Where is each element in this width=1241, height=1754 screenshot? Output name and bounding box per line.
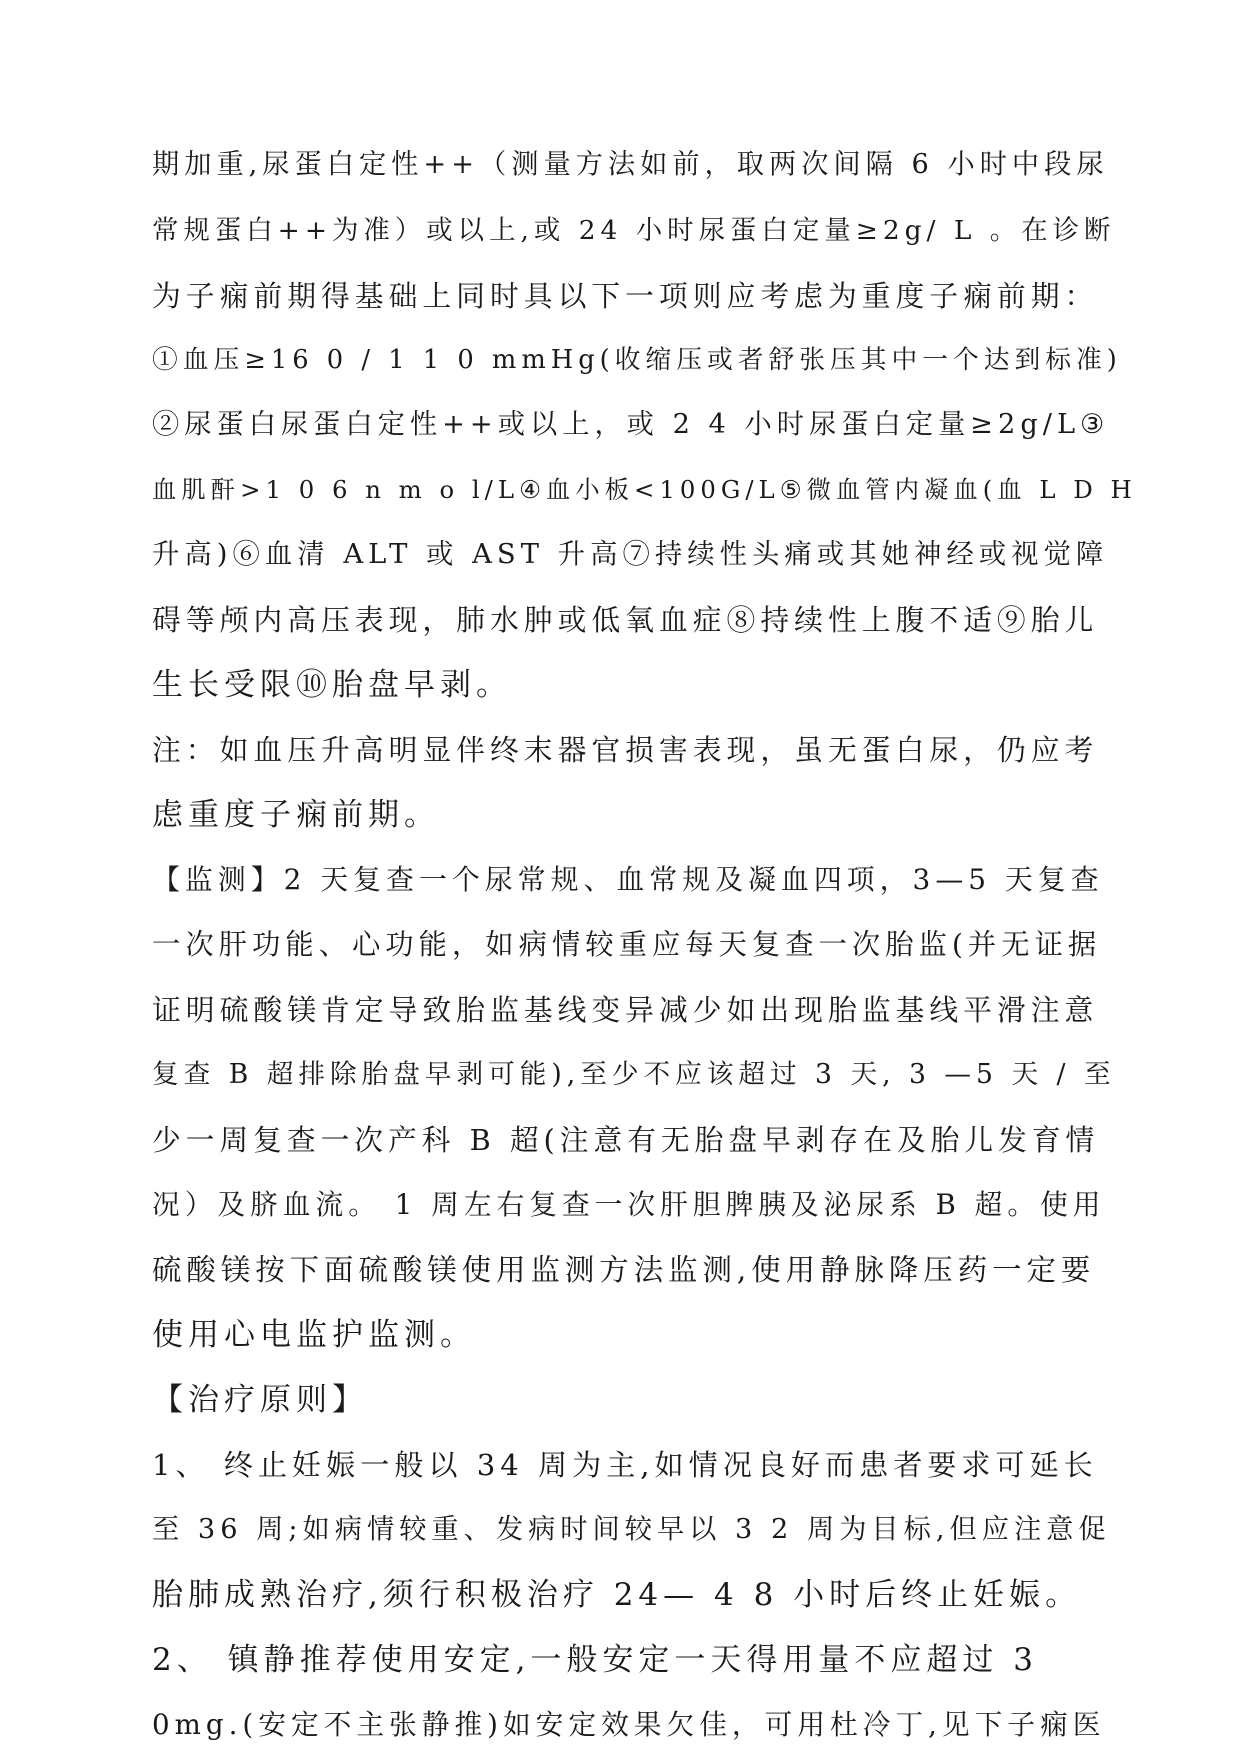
text-line: 0mg.(安定不主张静推)如安定效果欠佳，可用杜冷丁,见下子痫医 <box>152 1708 1106 1741</box>
text-line: 碍等颅内高压表现，肺水肿或低氧血症⑧持续性上腹不适⑨胎儿 <box>152 603 1099 637</box>
text-line: ②尿蛋白尿蛋白定性++或以上，或 2 4 小时尿蛋白定量≥2g/L③ <box>152 409 1110 440</box>
text-line: 虑重度子痫前期。 <box>152 797 440 833</box>
text-line: 注：如血压升高明显伴终末器官损害表现，虽无蛋白尿，仍应考 <box>152 733 1099 767</box>
text-line: 1、 终止妊娠一般以 34 周为主,如情况良好而患者要求可延长 <box>152 1448 1098 1482</box>
text-line: 硫酸镁按下面硫酸镁使用监测方法监测,使用静脉降压药一定要 <box>152 1253 1096 1287</box>
text-line: 常规蛋白++为准）或以上,或 24 小时尿蛋白定量≥2g/ L 。在诊断 <box>152 215 1116 246</box>
text-line: 【监测】2 天复查一个尿常规、血常规及凝血四项，3—5 天复查 <box>152 863 1104 896</box>
text-line: 至 36 周;如病情较重、发病时间较早以 3 2 周为目标,但应注意促 <box>152 1514 1111 1545</box>
text-line: 生长受限⑩胎盘早剥。 <box>152 667 512 703</box>
text-line: 血肌酐>1 0 6 n m o l/L④血小板<100G/L⑤微血管内凝血(血 L D H <box>152 475 1137 504</box>
text-line: 复查 B 超排除胎盘早剥可能),至少不应该超过 3 天, 3 —5 天 / 至 <box>152 1059 1116 1090</box>
text-line: 胎肺成熟治疗,须行积极治疗 24— 4 8 小时后终止妊娠。 <box>152 1577 1082 1613</box>
text-line: 证明硫酸镁肯定导致胎监基线变异减少如出现胎监基线平滑注意 <box>152 993 1099 1027</box>
text-line: 况）及脐血流。 1 周左右复查一次肝胆脾胰及泌尿系 B 超。使用 <box>152 1188 1106 1221</box>
text-line: 为子痫前期得基础上同时具以下一项则应考虑为重度子痫前期： <box>152 279 1099 313</box>
section-heading: 【治疗原则】 <box>152 1382 368 1418</box>
text-line: ①血压≥16 0 / 1 1 0 mmHg(收缩压或者舒张压其中一个达到标准) <box>152 345 1122 375</box>
text-line: 期加重,尿蛋白定性++（测量方法如前，取两次间隔 6 小时中段尿 <box>152 149 1109 180</box>
text-line: 升高)⑥血清 ALT 或 AST 升高⑦持续性头痛或其她神经或视觉障 <box>152 539 1109 570</box>
text-line: 2、 镇静推荐使用安定,一般安定一天得用量不应超过 3 <box>152 1642 1039 1678</box>
text-line: 少一周复查一次产科 B 超(注意有无胎盘早剥存在及胎儿发育情 <box>152 1123 1100 1157</box>
text-line: 一次肝功能、心功能，如病情较重应每天复查一次胎监(并无证据 <box>152 928 1102 961</box>
text-line: 使用心电监护监测。 <box>152 1317 476 1353</box>
